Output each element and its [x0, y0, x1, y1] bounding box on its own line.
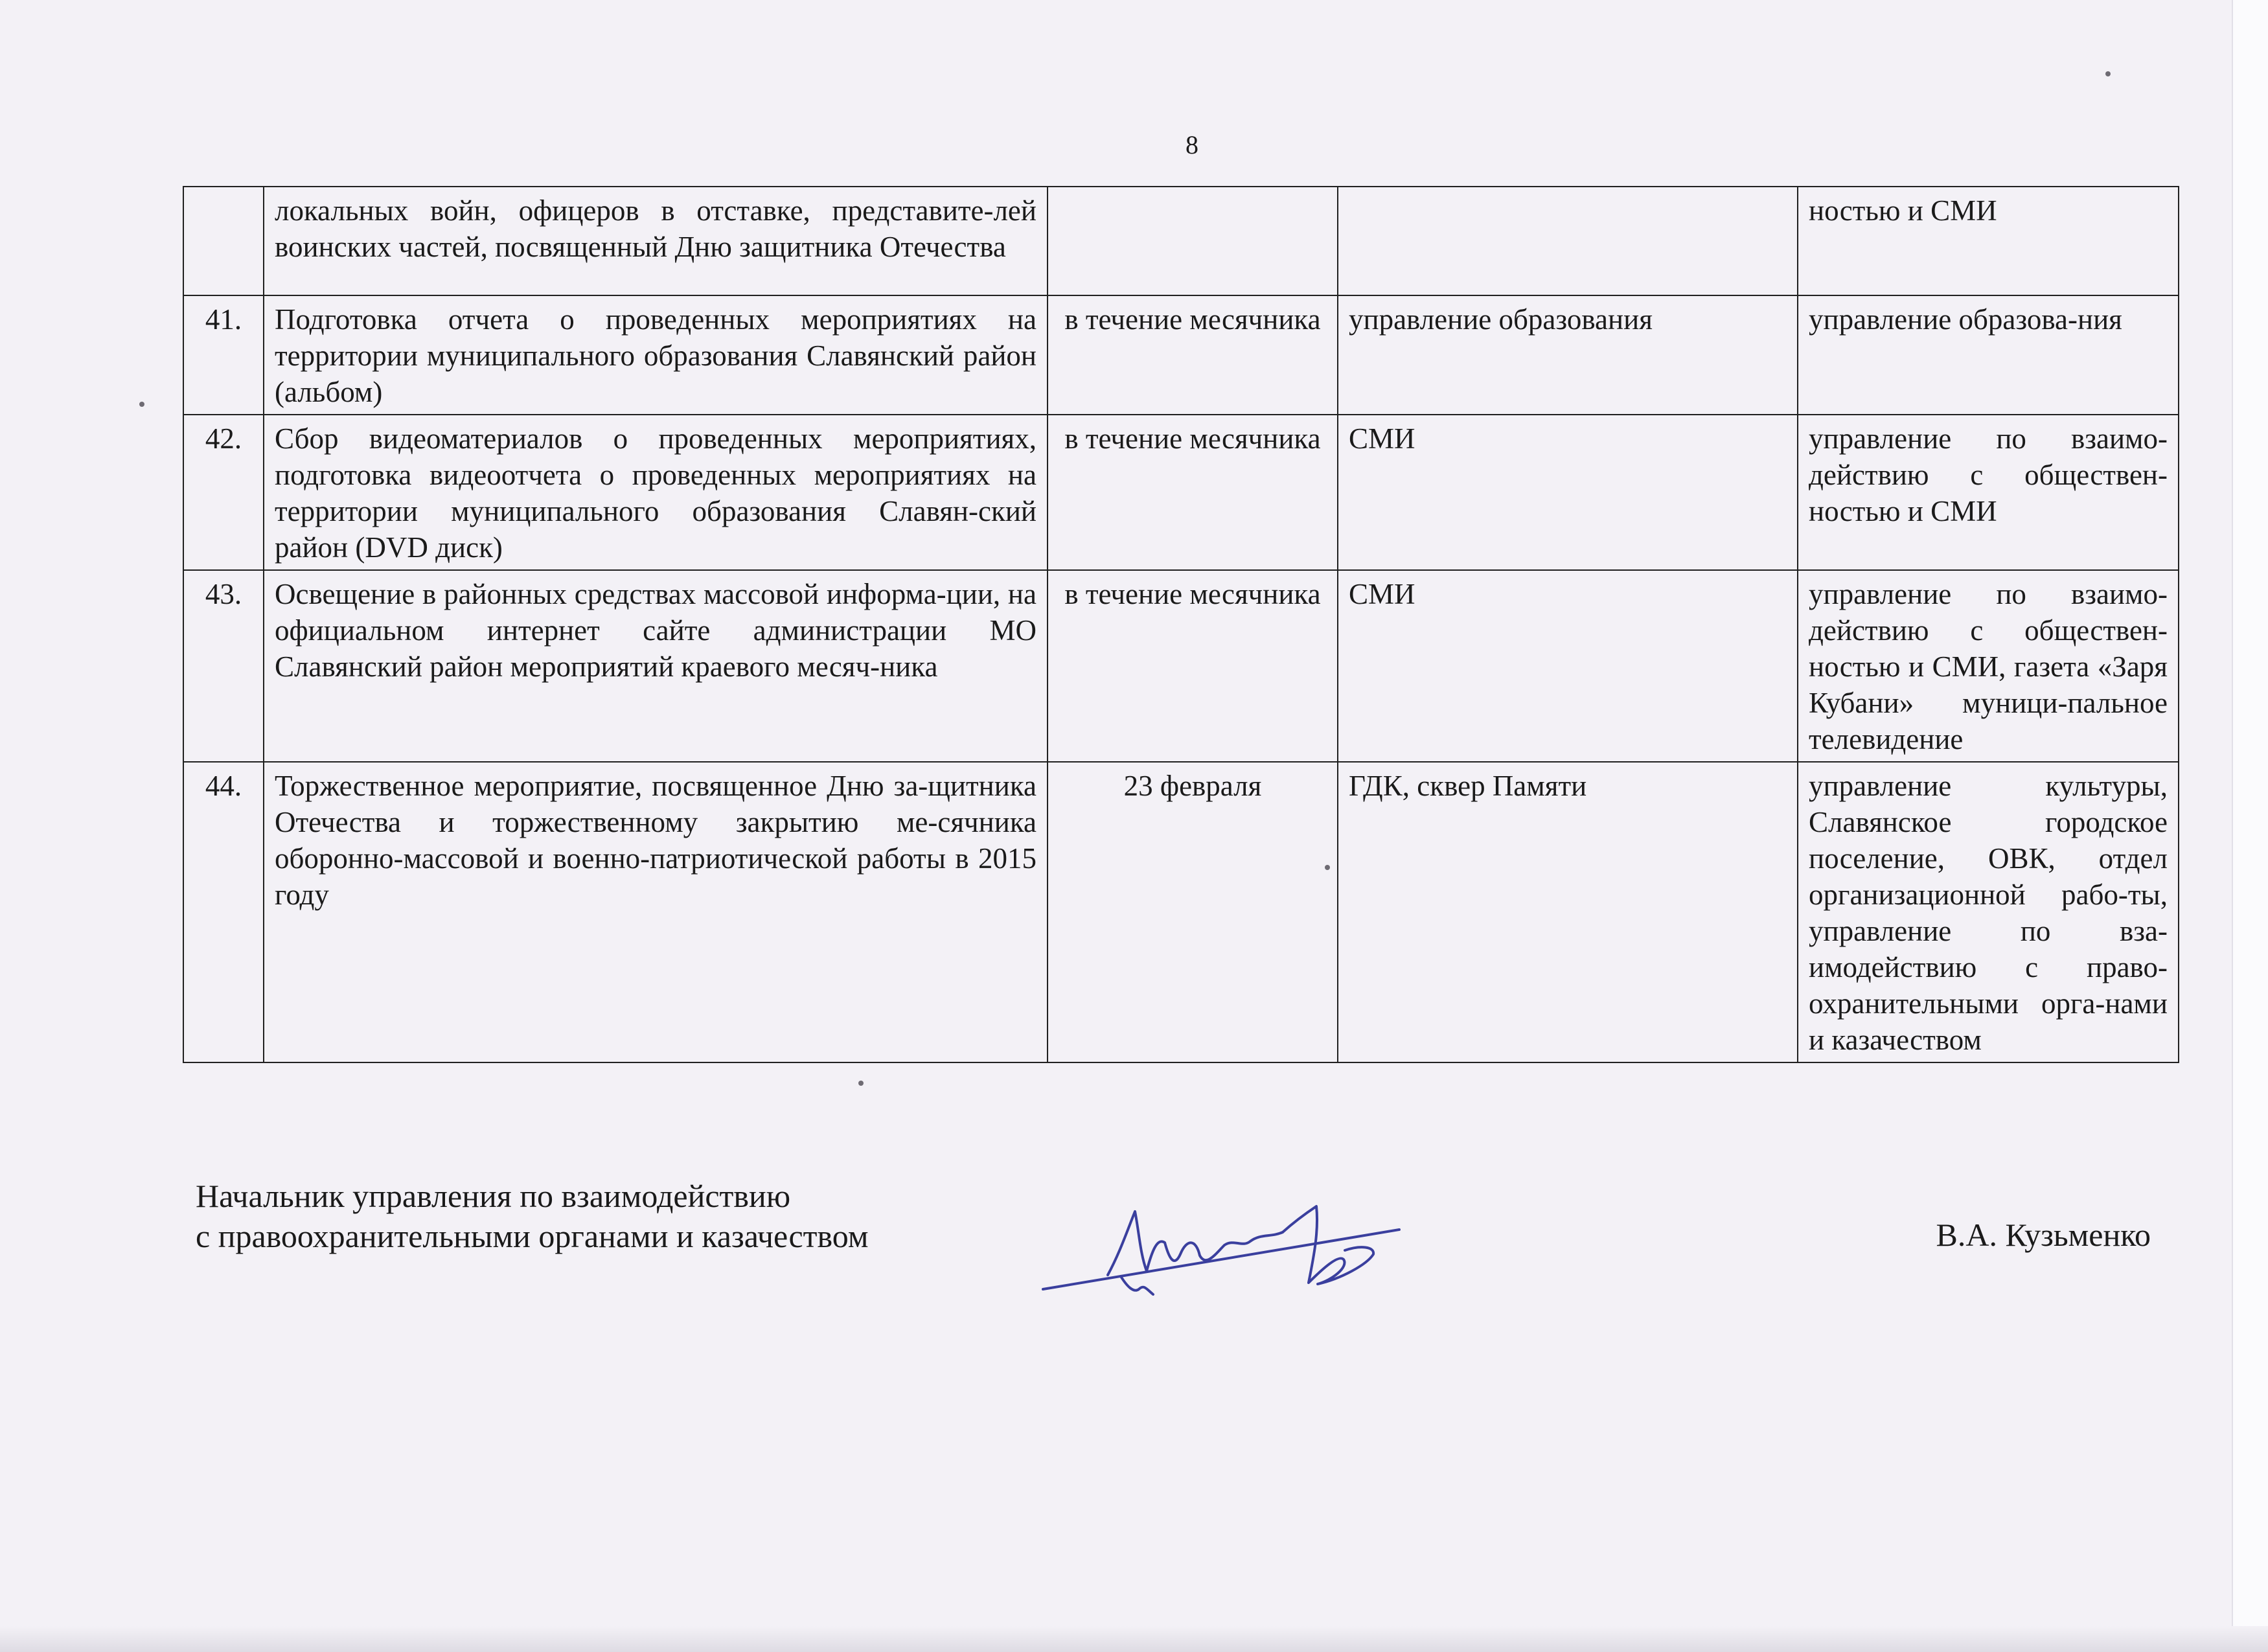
scan-shadow — [0, 1626, 2268, 1652]
event-date: в течение месячника — [1048, 570, 1338, 762]
page-edge — [2232, 0, 2268, 1652]
row-number — [183, 187, 264, 295]
signatory-position — [196, 1176, 1038, 1256]
event-date: в течение месячника — [1048, 295, 1338, 415]
scan-speck — [139, 402, 144, 407]
scan-speck — [2105, 71, 2111, 76]
table-row — [183, 570, 2179, 762]
event-responsible: управление по взаимо-действию с обществен-ностью и СМИ, газета «Заря Кубани» муници-пальное телевидение — [1798, 570, 2179, 762]
scan-speck — [1325, 865, 1330, 870]
event-description: Освещение в районных средствах массовой информа-ции, на официальном интернет сайте администрации МО Славянский район мероприятий краевого месяч-ника — [264, 570, 1048, 762]
row-number: 44. — [183, 762, 264, 1062]
event-responsible: управление культуры, Славянское городское поселение, ОВК, отдел организационной рабо-ты, управление по вза-имодействию с право-охранительными орга-нами и казачеством — [1798, 762, 2179, 1062]
event-description: Подготовка отчета о проведенных мероприятиях на территории муниципального образования Славянский район (альбом) — [264, 295, 1048, 415]
event-place: управление образования — [1338, 295, 1798, 415]
event-place: СМИ — [1338, 415, 1798, 570]
event-responsible: управление по взаимо-действию с обществен-ностью и СМИ — [1798, 415, 2179, 570]
event-description: Торжественное мероприятие, посвященное Дню за-щитника Отечества и торжественному закрытию ме-сячника оборонно-массовой и военно-патриотической работы в 2015 году — [264, 762, 1048, 1062]
position-line: с правоохранительными органами и казачеством — [196, 1218, 869, 1254]
event-description: локальных войн, офицеров в отставке, представите-лей воинских частей, посвященный Дню защитника Отечества — [264, 187, 1048, 295]
row-number: 41. — [183, 295, 264, 415]
table-row — [183, 415, 2179, 570]
event-description: Сбор видеоматериалов о проведенных мероприятиях, подготовка видеоотчета о проведенных мероприятиях на территории муниципального образования Славян-ский район (DVD диск) — [264, 415, 1048, 570]
signatory-name: В.А. Кузьменко — [1936, 1217, 2151, 1253]
position-line: Начальник управления по взаимодействию — [196, 1178, 791, 1214]
event-place: ГДК, сквер Памяти — [1338, 762, 1798, 1062]
table-row — [183, 295, 2179, 415]
event-responsible: управление образова-ния — [1798, 295, 2179, 415]
row-number: 42. — [183, 415, 264, 570]
event-date: 23 февраля — [1048, 762, 1338, 1062]
table-row — [183, 187, 2179, 295]
event-date: в течение месячника — [1048, 415, 1338, 570]
event-responsible: ностью и СМИ — [1798, 187, 2179, 295]
row-number: 43. — [183, 570, 264, 762]
page-number: 8 — [1186, 130, 1198, 159]
scan-speck — [858, 1081, 864, 1086]
event-place — [1338, 187, 1798, 295]
signature-strokes — [1043, 1206, 1399, 1294]
table-row — [183, 762, 2179, 1062]
events-table — [183, 186, 2179, 1063]
handwritten-signature — [1037, 1192, 1412, 1302]
event-place: СМИ — [1338, 570, 1798, 762]
event-date — [1048, 187, 1338, 295]
